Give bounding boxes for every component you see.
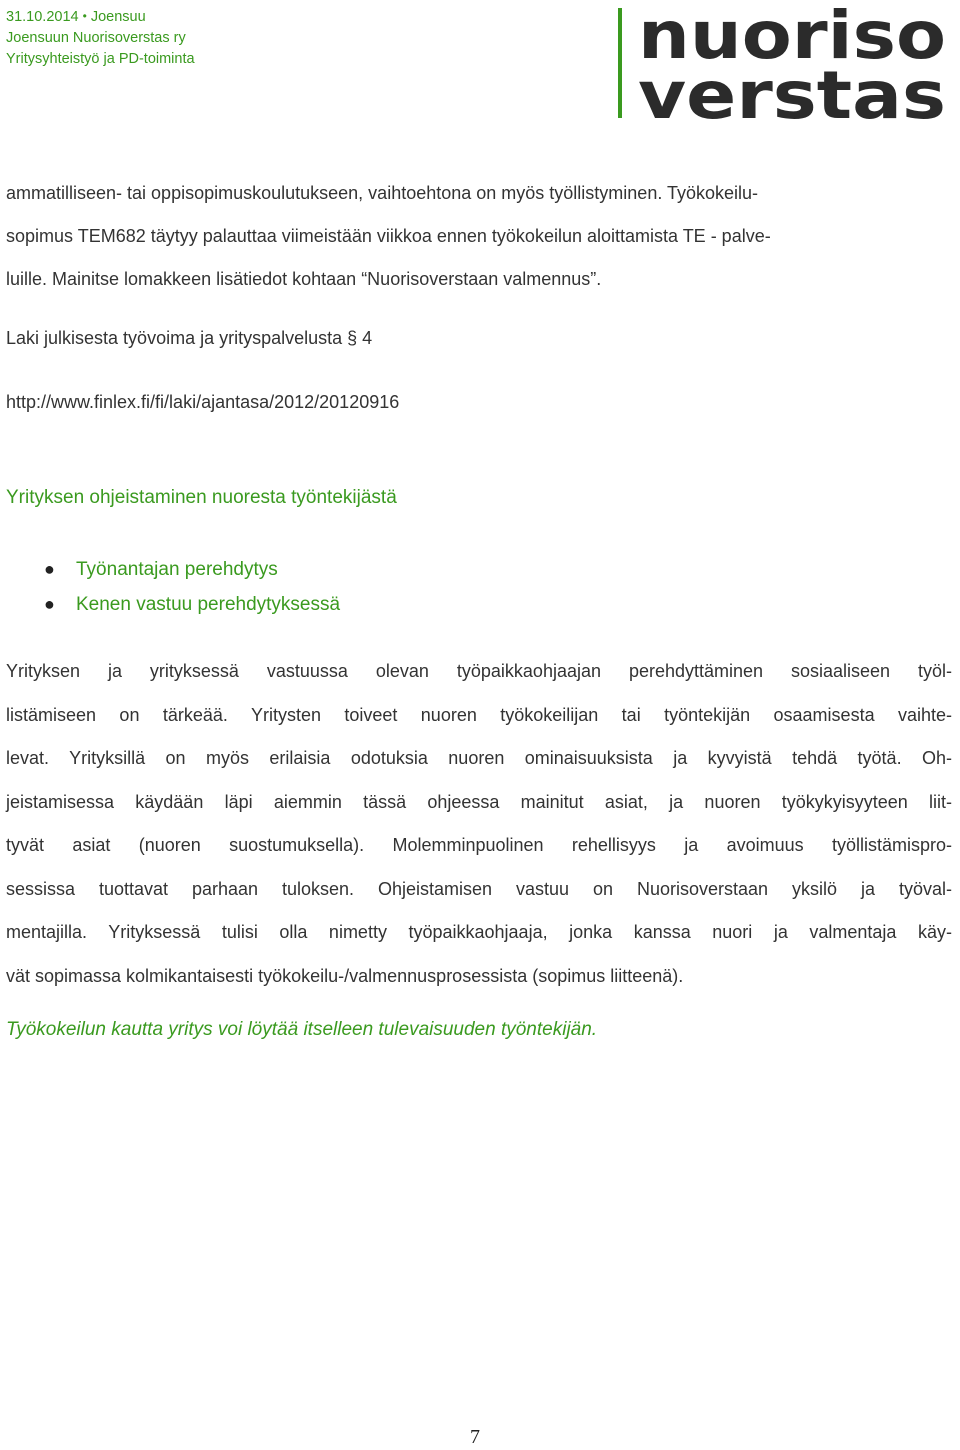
list-item [0, 552, 340, 587]
guidance-line: listämiseen on tärkeää. Yritysten toiveet nuoren työkokeilijan tai työntekijän osaamisesta vaihte- [6, 704, 952, 725]
header-city: Joensuu [90, 9, 146, 25]
intro-line: luille. Mainitse lomakkeen lisätiedot kohtaan “Nuorisoverstaan valmennus”. [6, 269, 602, 289]
bullet-text: Kenen vastuu perehdytyksessä [76, 594, 341, 615]
header-bullet: • [82, 9, 87, 23]
logo-line2: verstas [638, 57, 946, 122]
law-section: § 4 [347, 328, 373, 348]
bullet-list [0, 552, 340, 622]
finlex-link[interactable]: http://www.finlex.fi/fi/laki/ajantasa/2012/20120916 [6, 392, 400, 412]
bullet-text: Työnantajan perehdytys [76, 559, 278, 580]
guidance-line: vät sopimassa kolmikantaisesti työkokeilu-/valmennusprosessista (sopimus liitteenä). [6, 965, 684, 986]
closing-statement: Työkokeilun kautta yritys voi löytää itselleen tulevaisuuden työntekijän. [6, 1019, 598, 1040]
intro-line: ammatilliseen- tai oppisopimuskoulutukseen, vaihtoehtona on myös työllistyminen. Työkokeilu- [6, 183, 759, 203]
header-divider [618, 8, 622, 118]
header-info [6, 6, 195, 70]
nuorisoverstas-logo [638, 4, 950, 122]
guidance-line: levat. Yrityksillä on myös erilaisia odotuksia nuoren ominaisuuksista ja kyvyistä tehdä työtä. Oh- [6, 748, 952, 768]
guidance-line: mentajilla. Yrityksessä tulisi olla nimetty työpaikkaohjaaja, jonka kanssa nuori ja valmentaja käy- [6, 922, 952, 942]
section-heading: Yrityksen ohjeistaminen nuoresta työntekijästä [6, 487, 397, 508]
law-reference [6, 324, 952, 352]
guidance-line: jeistamisessa käydään läpi aiemmin tässä ohjeessa mainitut asiat, ja nuoren työkykyisyyteen liit- [6, 791, 952, 812]
logo-line1: nuoriso [638, 4, 946, 74]
guidance-line: Yrityksen ja yrityksessä vastuussa olevan työpaikkaohjaajan perehdyttäminen sosiaaliseen työl- [6, 661, 952, 681]
guidance-paragraph [6, 650, 952, 998]
header-unit: Yritysyhteistyö ja PD-toiminta [6, 51, 195, 67]
list-item [0, 587, 340, 622]
header-org: Joensuun Nuorisoverstas ry [6, 30, 186, 46]
law-text: Laki julkisesta työvoima ja yrityspalvelusta [6, 328, 343, 348]
bullet-dot-icon: ● [44, 559, 55, 579]
guidance-line: tyvät asiat (nuoren suostumuksella). Molemminpuolinen rehellisyys ja avoimuus työllistämispro- [6, 835, 952, 855]
guidance-line: sessissa tuottavat parhaan tuloksen. Ohjeistamisen vastuu on Nuorisoverstaan yksilö ja työval- [6, 878, 952, 899]
intro-paragraph [6, 172, 952, 301]
bullet-dot-icon: ● [44, 594, 55, 614]
page-number: 7 [470, 1426, 480, 1448]
intro-line: sopimus TEM682 täytyy palauttaa viimeistään viikkoa ennen työkokeilun aloittamista TE - palve- [6, 226, 771, 246]
header-date: 31.10.2014 [6, 9, 79, 25]
header-date-line [6, 6, 195, 28]
